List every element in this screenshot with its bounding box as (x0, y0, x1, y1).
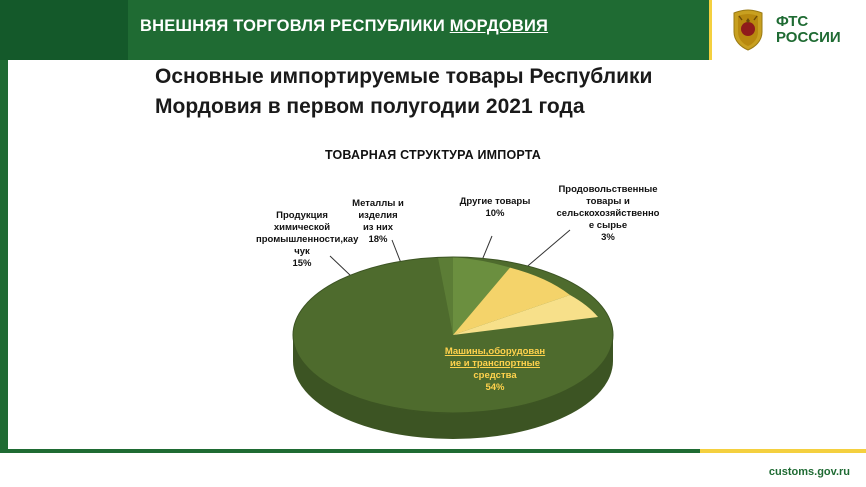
pie-graphic (288, 243, 618, 443)
chart-title: ТОВАРНАЯ СТРУКТУРА ИМПОРТА (324, 148, 542, 162)
label-line: Машины,оборудован (444, 346, 546, 357)
label-line: промышленности,кау (256, 233, 359, 245)
russian-coat-of-arms-icon (728, 8, 768, 52)
label-line: из них (362, 221, 394, 233)
label-line: ие и транспортные (449, 357, 540, 369)
slice-label-food (556, 184, 660, 243)
label-line: сельскохозяйственно (556, 207, 660, 219)
label-line: Другие товары (459, 196, 531, 207)
slice-label-metals (336, 198, 420, 246)
header-bar (0, 0, 866, 60)
slide-title: Основные импортируемые товары Республики Мордовия в первом полугодии 2021 года (155, 65, 653, 118)
label-line: е сырье (588, 219, 628, 231)
logo-line-2: РОССИИ (776, 29, 841, 46)
label-line: Продовольственные (558, 184, 658, 195)
logo-line-1: ФТС (776, 13, 809, 31)
label-value: 54% (485, 381, 505, 393)
label-value: 10% (485, 207, 505, 219)
slice-label-machinery (440, 346, 550, 394)
slice-label-chemicals (256, 210, 359, 269)
footer-website: customs.gov.ru (768, 466, 850, 478)
page-title-plain: ВНЕШНЯЯ ТОРГОВЛЯ РЕСПУБЛИКИ (140, 17, 450, 35)
slice-label-other (452, 196, 538, 220)
label-value: 15% (292, 257, 312, 269)
page-title (140, 17, 700, 36)
label-value: 18% (368, 233, 388, 245)
label-value: 3% (601, 231, 615, 243)
label-line: Продукция (276, 210, 328, 221)
label-line: химической (273, 221, 331, 233)
page-title-region: МОРДОВИЯ (449, 17, 549, 35)
footer-bar (0, 453, 866, 487)
pie-chart (0, 148, 866, 448)
label-line: средства (473, 369, 517, 381)
label-line: товары и (586, 195, 630, 207)
logo-text (776, 14, 841, 46)
label-line: чук (294, 245, 310, 257)
header-left-block (0, 0, 128, 60)
logo-panel (712, 0, 866, 60)
label-line: Металлы и изделия (352, 198, 404, 221)
